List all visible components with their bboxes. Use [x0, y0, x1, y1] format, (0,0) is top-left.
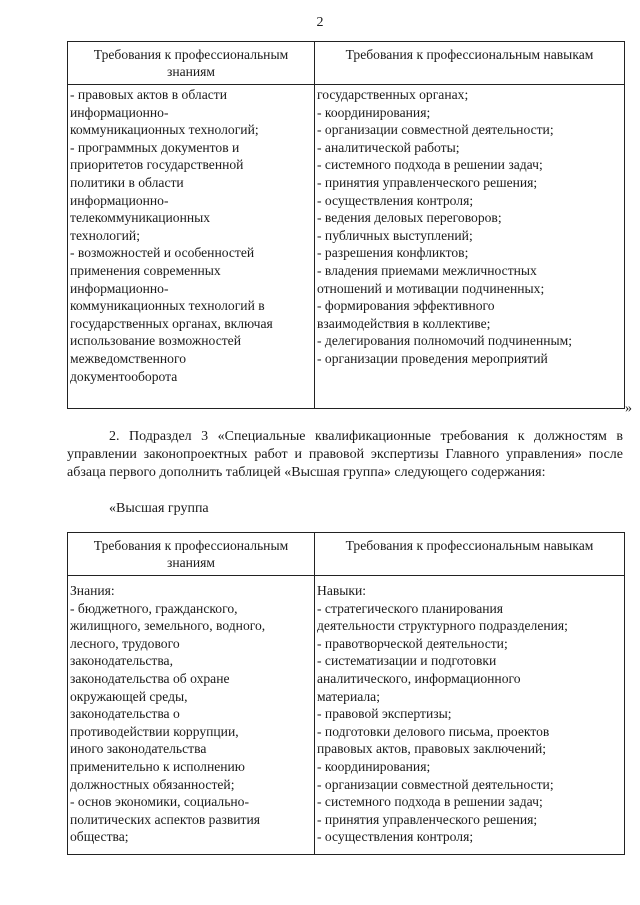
- cell-text-line: взаимодействия в коллективе;: [317, 315, 491, 331]
- requirements-table-2: [67, 532, 625, 855]
- cell-text-line: политических аспектов развития: [70, 811, 261, 827]
- cell-text-line: - возможностей и особенностей: [70, 245, 255, 261]
- cell-text-line: материала;: [317, 688, 380, 704]
- cell-text-line: - формирования эффективного: [317, 298, 495, 314]
- cell-text-line: - правотворческой деятельности;: [317, 635, 508, 651]
- cell-text-line: государственных органах;: [317, 87, 469, 102]
- cell-text-line: документооборота: [70, 368, 178, 384]
- cell-text-line: применительно к исполнению: [70, 758, 245, 774]
- cell-text-line: использование возможностей: [70, 333, 241, 349]
- cell-text-line: деятельности структурного подразделения;: [317, 618, 568, 634]
- cell-text-line: - делегирования полномочий подчиненным;: [317, 333, 573, 349]
- header-knowledge: [68, 533, 315, 576]
- cell-text-line: - стратегического планирования: [317, 600, 504, 616]
- cell-text-line: должностных обязанностей;: [70, 776, 235, 792]
- cell-text-line: - системного подхода в решении задач;: [317, 794, 543, 810]
- header-line: Требования к профессиональным: [93, 47, 289, 62]
- cell-text-line: Навыки:: [317, 583, 367, 598]
- cell-text-line: иного законодательства: [70, 741, 207, 757]
- cell-text-line: информационно-: [70, 192, 169, 208]
- header-skills: [315, 42, 625, 85]
- table-header-row: [68, 533, 625, 576]
- requirements-table-1: [67, 41, 625, 409]
- cell-text-line: жилищного, земельного, водного,: [70, 618, 266, 634]
- cell-text-line: коммуникационных технологий в: [70, 298, 265, 314]
- cell-text-line: приоритетов государственной: [70, 157, 244, 173]
- knowledge-cell: [68, 85, 315, 409]
- cell-text-line: законодательства о: [70, 706, 180, 722]
- cell-text-line: телекоммуникационных: [70, 210, 211, 226]
- cell-text-line: - координирования;: [317, 104, 431, 120]
- table-body-row: [68, 85, 625, 409]
- cell-text-line: - систематизации и подготовки: [317, 653, 497, 669]
- cell-text-line: правовых актов, правовых заключений;: [317, 741, 547, 757]
- header-line: Требования к профессиональным навыкам: [345, 47, 594, 62]
- cell-text-line: государственных органах, включая: [70, 315, 273, 331]
- skills-cell: [315, 85, 625, 409]
- cell-text-line: - правовых актов в области: [70, 87, 227, 102]
- cell-text-line: - программных документов и: [70, 139, 240, 155]
- cell-text-line: общества;: [70, 829, 129, 845]
- header-line: Требования к профессиональным: [93, 538, 289, 553]
- cell-text-line: противодействии коррупции,: [70, 723, 239, 739]
- cell-text-line: - системного подхода в решении задач;: [317, 157, 543, 173]
- cell-text-line: законодательства,: [70, 653, 173, 669]
- cell-text-line: окружающей среды,: [70, 688, 188, 704]
- cell-text-line: - осуществления контроля;: [317, 192, 474, 208]
- header-line: знаниям: [166, 64, 216, 79]
- cell-text-line: информационно-: [70, 280, 169, 296]
- header-line: знаниям: [166, 555, 216, 570]
- cell-text-line: политики в области: [70, 174, 184, 190]
- cell-text-line: - организации проведения мероприятий: [317, 350, 548, 366]
- cell-text-line: - координирования;: [317, 758, 431, 774]
- cell-text-line: - организации совместной деятельности;: [317, 776, 554, 792]
- cell-text-line: - организации совместной деятельности;: [317, 122, 554, 138]
- cell-text-line: отношений и мотивации подчиненных;: [317, 280, 545, 296]
- header-skills: [315, 533, 625, 576]
- cell-text-line: - разрешения конфликтов;: [317, 245, 469, 261]
- cell-text-line: технологий;: [70, 227, 140, 243]
- cell-text-line: применения современных: [70, 262, 221, 278]
- cell-text-line: - осуществления контроля;: [317, 829, 474, 845]
- cell-text-line: - владения приемами межличностных: [317, 262, 537, 278]
- table-body-row: [68, 576, 625, 855]
- header-knowledge: [68, 42, 315, 85]
- cell-text-line: - ведения деловых переговоров;: [317, 210, 502, 226]
- cell-text-line: информационно-: [70, 104, 169, 120]
- cell-text-line: законодательства об охране: [70, 670, 230, 686]
- page-number: 2: [316, 15, 324, 30]
- cell-text-line: межведомственного: [70, 350, 187, 366]
- group-heading: «Высшая группа: [109, 501, 209, 516]
- cell-text-line: - принятия управленческого решения;: [317, 811, 538, 827]
- cell-text-line: - публичных выступлений;: [317, 227, 473, 243]
- cell-text-line: - правовой экспертизы;: [317, 706, 452, 722]
- cell-text-line: - основ экономики, социально-: [70, 794, 250, 810]
- cell-text-line: - подготовки делового письма, проектов: [317, 723, 550, 739]
- cell-text-line: аналитического, информационного: [317, 670, 521, 686]
- closing-quote: »: [625, 401, 632, 416]
- cell-text-line: лесного, трудового: [70, 635, 180, 651]
- header-line: Требования к профессиональным навыкам: [345, 538, 594, 553]
- cell-text-line: - принятия управленческого решения;: [317, 174, 538, 190]
- knowledge-cell: [68, 576, 315, 855]
- cell-text-line: - бюджетного, гражданского,: [70, 600, 238, 616]
- amendment-paragraph: 2. Подраздел 3 «Специальные квалификационные требования к должностям в управлении законопроектных работ и правовой экспертизы Главного управления» после абзаца первого дополнить таблицей «Высшая группа» следующего содержания:: [67, 429, 623, 480]
- cell-text-line: - аналитической работы;: [317, 139, 460, 155]
- cell-text-line: Знания:: [70, 583, 115, 598]
- cell-text-line: коммуникационных технологий;: [70, 122, 259, 138]
- table-header-row: [68, 42, 625, 85]
- skills-cell: [315, 576, 625, 855]
